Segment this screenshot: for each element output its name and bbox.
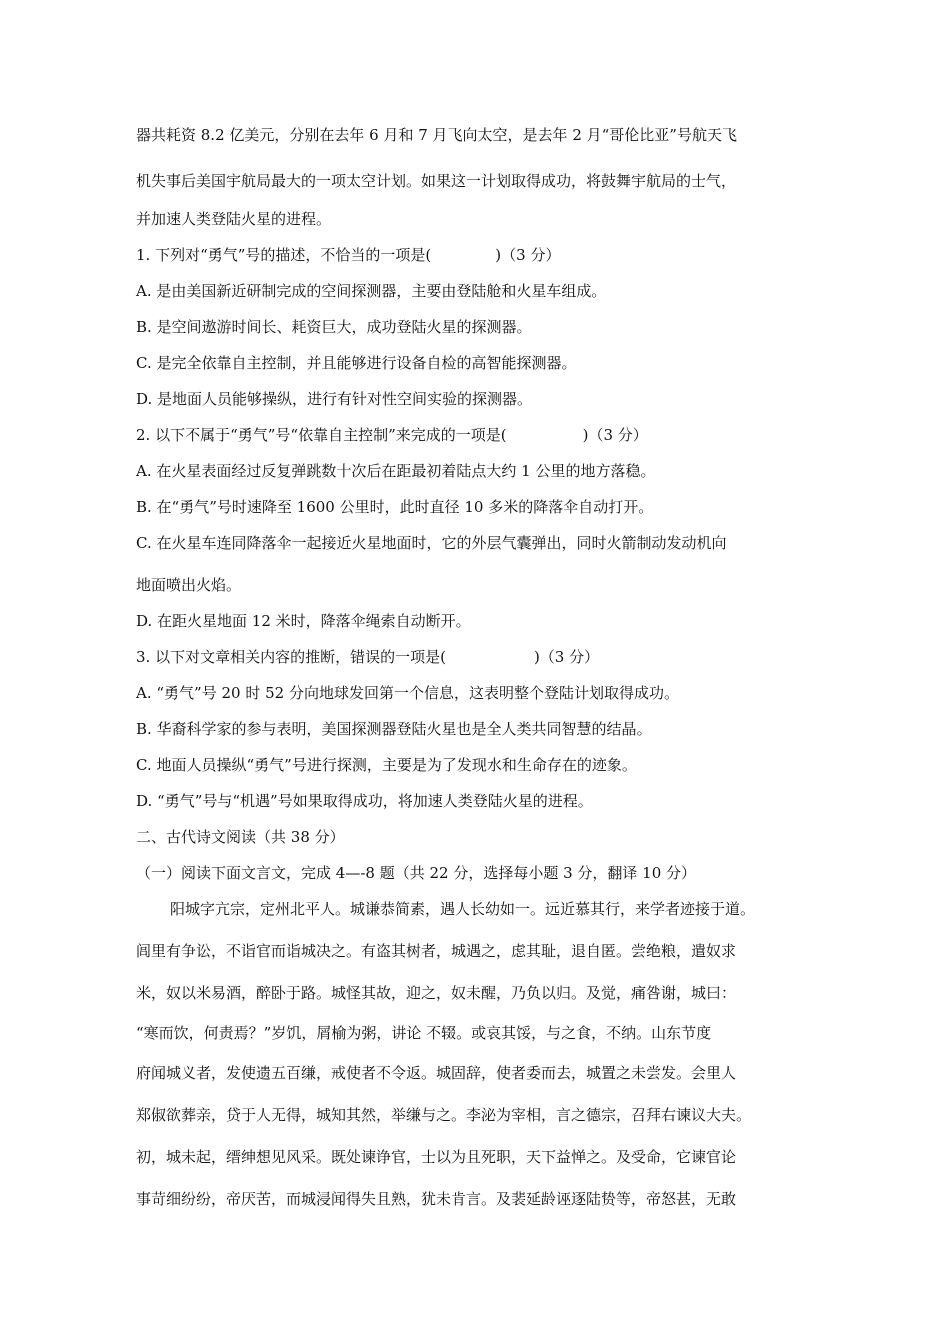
- classical-text-line: 闾里有争讼，不诣官而诣城决之。有盗其树者，城遇之，虑其耻，退自匿。尝绝粮，遣奴求: [136, 942, 737, 960]
- q1-option-b: B. 是空间遨游时间长、耗资巨大，成功登陆火星的探测器。: [136, 318, 532, 336]
- passage-line: 器共耗资 8.2 亿美元，分别在去年 6 月和 7 月飞向太空，是去年 2 月“哥伦比亚”号航天飞: [136, 126, 737, 144]
- classical-text-line: 府闻城义者，发使遗五百缣，戒使者不令返。城固辞，使者委而去，城置之未尝发。会里人: [136, 1064, 737, 1082]
- classical-text-line: 郑俶欲葬亲，贷于人无得，城知其然，举缣与之。李泌为宰相，言之德宗，召拜右谏议大夫。: [136, 1106, 752, 1124]
- question-1-stem: 1. 下列对“勇气”号的描述，不恰当的一项是( )（3 分）: [136, 246, 561, 264]
- passage-line: 机失事后美国宇航局最大的一项太空计划。如果这一计划取得成功，将鼓舞宇航局的士气，: [136, 172, 737, 190]
- passage-line: 并加速人类登陆火星的进程。: [136, 210, 332, 228]
- q3-option-c: C. 地面人员操纵“勇气”号进行探测，主要是为了发现水和生命存在的迹象。: [136, 756, 637, 774]
- classical-text-line: 米，奴以米易酒，醉卧于路。城怪其故，迎之，奴未醒，乃负以归。及觉，痛咎谢，城曰：: [136, 984, 737, 1002]
- question-2-stem: 2. 以下不属于“勇气”号“依靠自主控制”来完成的一项是( )（3 分）: [136, 426, 648, 444]
- q3-option-a: A. “勇气”号 20 时 52 分向地球发回第一个信息，这表明整个登陆计划取得成功。: [136, 684, 679, 702]
- q2-option-d: D. 在距火星地面 12 米时，降落伞绳索自动断开。: [136, 612, 471, 630]
- q1-option-a: A. 是由美国新近研制完成的空间探测器，主要由登陆舱和火星车组成。: [136, 282, 607, 300]
- q1-option-c: C. 是完全依靠自主控制，并且能够进行设备自检的高智能探测器。: [136, 354, 577, 372]
- q2-option-c: C. 在火星车连同降落伞一起接近火星地面时，它的外层气囊弹出，同时火箭制动发动机向: [136, 534, 727, 552]
- question-3-stem: 3. 以下对文章相关内容的推断，错误的一项是( )（3 分）: [136, 648, 600, 666]
- section-heading: 二、古代诗文阅读（共 38 分）: [136, 828, 345, 846]
- q1-option-d: D. 是地面人员能够操纵，进行有针对性空间实验的探测器。: [136, 390, 533, 408]
- q2-option-b: B. 在“勇气”号时速降至 1600 公里时，此时直径 10 多米的降落伞自动打开。: [136, 498, 654, 516]
- subsection-heading: （一）阅读下面文言文，完成 4—-8 题（共 22 分，选择每小题 3 分，翻译 10 分）: [136, 864, 697, 882]
- classical-text-line: 阳城字亢宗，定州北平人。城谦恭简素，遇人长幼如一。远近慕其行，来学者迹接于道。: [170, 900, 756, 918]
- classical-text-line: 初，城未起，缙绅想见风采。既处谏诤官，士以为且死职，天下益惮之。及受命，它谏官论: [136, 1148, 737, 1166]
- classical-text-line: 事苛细纷纷，帝厌苦，而城浸闻得失且熟，犹未肯言。及裴延龄诬逐陆贽等，帝怒甚，无敢: [136, 1190, 737, 1208]
- q3-option-b: B. 华裔科学家的参与表明，美国探测器登陆火星也是全人类共同智慧的结晶。: [136, 720, 652, 738]
- q2-option-c-cont: 地面喷出火焰。: [136, 576, 242, 594]
- q3-option-d: D. “勇气”号与“机遇”号如果取得成功，将加速人类登陆火星的进程。: [136, 792, 593, 810]
- classical-text-line: “寒而饮，何责焉？”岁饥，屑榆为粥，讲论 不辍。或哀其馁，与之食，不纳。山东节度: [136, 1024, 712, 1042]
- q2-option-a: A. 在火星表面经过反复弹跳数十次后在距最初着陆点大约 1 公里的地方落稳。: [136, 462, 656, 480]
